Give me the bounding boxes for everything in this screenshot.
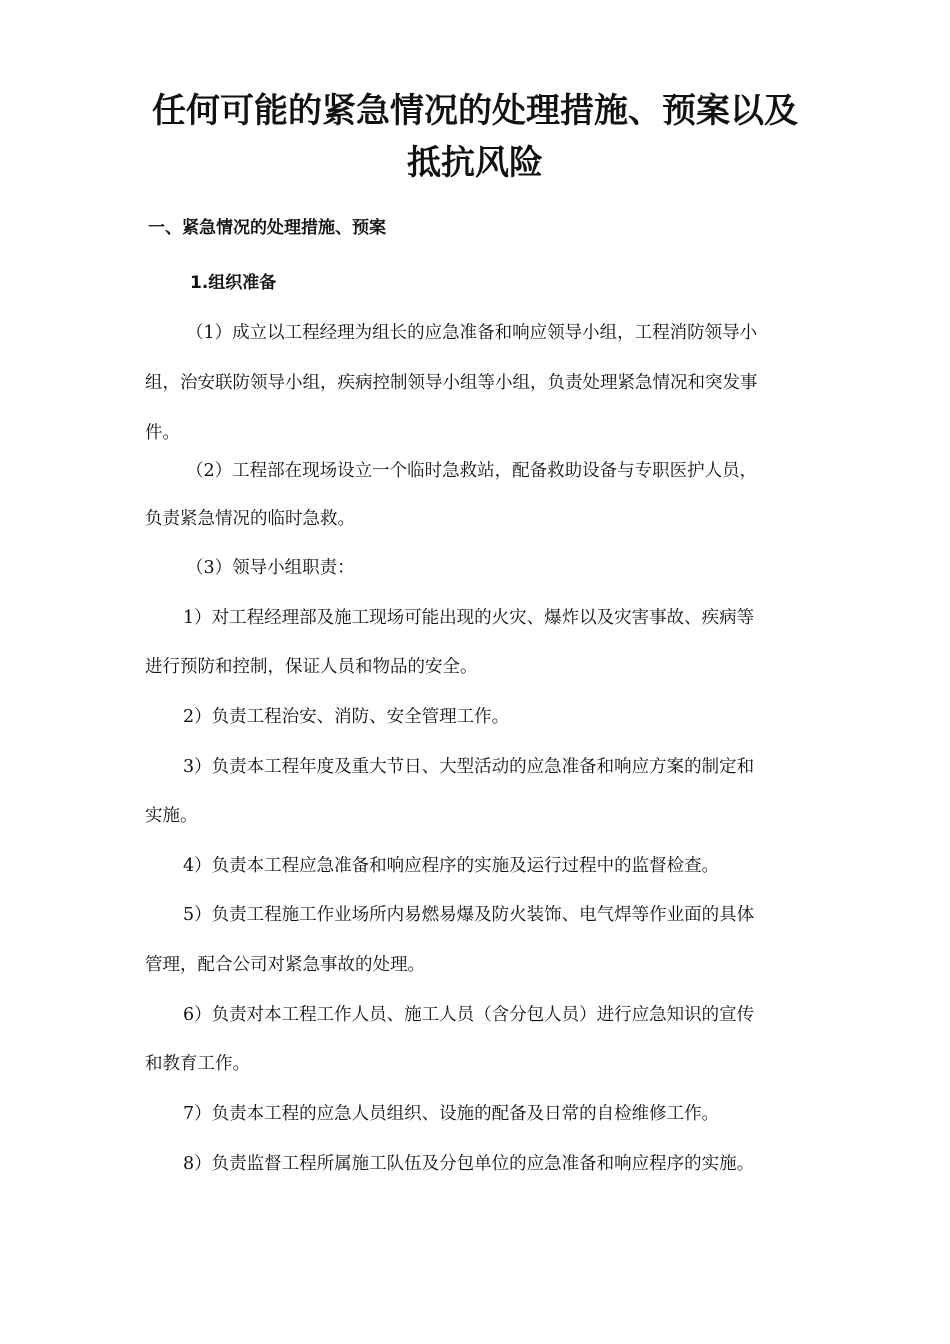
paragraph-line: 和教育工作。 bbox=[145, 1054, 250, 1074]
paragraph-line: （2）工程部在现场设立一个临时急救站，配备救助设备与专职医护人员， bbox=[186, 461, 758, 481]
paragraph-line: 进行预防和控制，保证人员和物品的安全。 bbox=[145, 657, 478, 677]
paragraph-line: 4）负责本工程应急准备和响应程序的实施及运行过程中的监督检查。 bbox=[183, 856, 720, 876]
paragraph-line: （1）成立以工程经理为组长的应急准备和响应领导小组，工程消防领导小 bbox=[186, 323, 758, 343]
document-title-line-1: 任何可能的紧急情况的处理措施、预案以及 bbox=[152, 91, 798, 131]
paragraph-line: 5）负责工程施工作业场所内易燃易爆及防火装饰、电气焊等作业面的具体 bbox=[183, 905, 755, 925]
paragraph-line: 7）负责本工程的应急人员组织、设施的配备及日常的自检维修工作。 bbox=[183, 1104, 720, 1124]
paragraph-line: 3）负责本工程年度及重大节日、大型活动的应急准备和响应方案的制定和 bbox=[183, 757, 755, 777]
paragraph-line: 组，治安联防领导小组，疾病控制领导小组等小组，负责处理紧急情况和突发事 bbox=[145, 373, 758, 393]
paragraph-line: （3）领导小组职责： bbox=[186, 558, 355, 578]
paragraph-line: 2）负责工程治安、消防、安全管理工作。 bbox=[183, 707, 510, 727]
paragraph-line: 负责紧急情况的临时急救。 bbox=[145, 509, 355, 529]
section-heading: 一、紧急情况的处理措施、预案 bbox=[148, 218, 386, 238]
paragraph-line: 8）负责监督工程所属施工队伍及分包单位的应急准备和响应程序的实施。 bbox=[183, 1154, 755, 1174]
subsection-heading: 1.组织准备 bbox=[190, 273, 277, 293]
paragraph-line: 管理，配合公司对紧急事故的处理。 bbox=[145, 955, 425, 975]
paragraph-line: 1）对工程经理部及施工现场可能出现的火灾、爆炸以及灾害事故、疾病等 bbox=[183, 608, 755, 628]
paragraph-line: 实施。 bbox=[145, 806, 198, 826]
document-title-line-2: 抵抗风险 bbox=[407, 143, 543, 183]
paragraph-line: 6）负责对本工程工作人员、施工人员（含分包人员）进行应急知识的宣传 bbox=[183, 1005, 755, 1025]
paragraph-line: 件。 bbox=[145, 423, 180, 443]
